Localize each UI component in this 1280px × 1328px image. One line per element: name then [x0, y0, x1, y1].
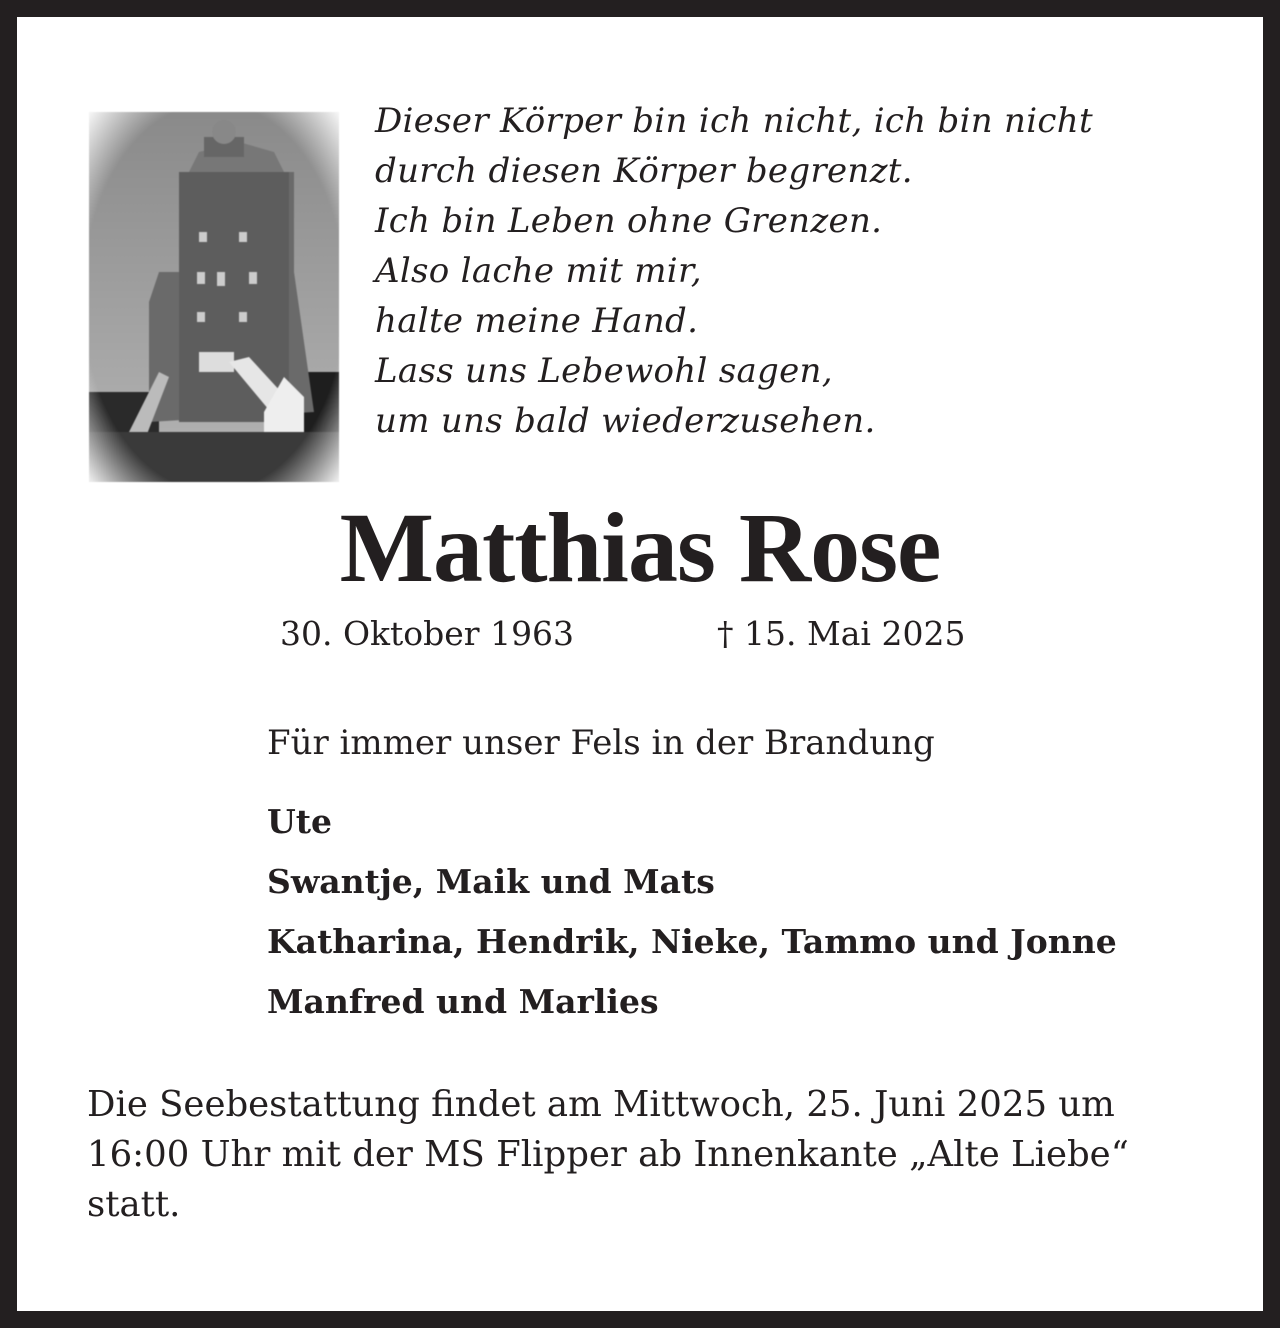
- poem-line: Lass uns Lebewohl sagen,: [375, 351, 833, 391]
- poem-line: durch diesen Körper begrenzt.: [375, 151, 913, 191]
- poem-line: Ich bin Leben ohne Grenzen.: [375, 201, 883, 241]
- mourners-list: [267, 792, 1117, 1032]
- deceased-name: Matthias Rose: [339, 492, 941, 603]
- lighthouse-photo: [89, 112, 339, 482]
- death-date: † 15. Mai 2025: [717, 614, 966, 653]
- poem: [375, 96, 1093, 446]
- motto: Für immer unser Fels in der Brandung: [267, 723, 935, 763]
- birth-date: 30. Oktober 1963: [280, 614, 575, 653]
- mourner-line: Swantje, Maik und Mats: [267, 862, 715, 901]
- mourner-line: Ute: [267, 802, 333, 841]
- mourner-line: Katharina, Hendrik, Nieke, Tammo und Jonne: [267, 922, 1117, 961]
- mourner-line: Manfred und Marlies: [267, 982, 659, 1021]
- obituary-notice: [17, 17, 1263, 1311]
- poem-line: Also lache mit mir,: [375, 251, 702, 291]
- poem-line: Dieser Körper bin ich nicht, ich bin nicht: [375, 101, 1093, 141]
- funeral-notice: Die Seebestattung findet am Mittwoch, 25. Juni 2025 um 16:00 Uhr mit der MS Flipper ab Innenkante „Alte Liebe“ statt.: [87, 1084, 1129, 1225]
- poem-line: um uns bald wiederzusehen.: [375, 401, 876, 441]
- poem-line: halte meine Hand.: [375, 301, 699, 341]
